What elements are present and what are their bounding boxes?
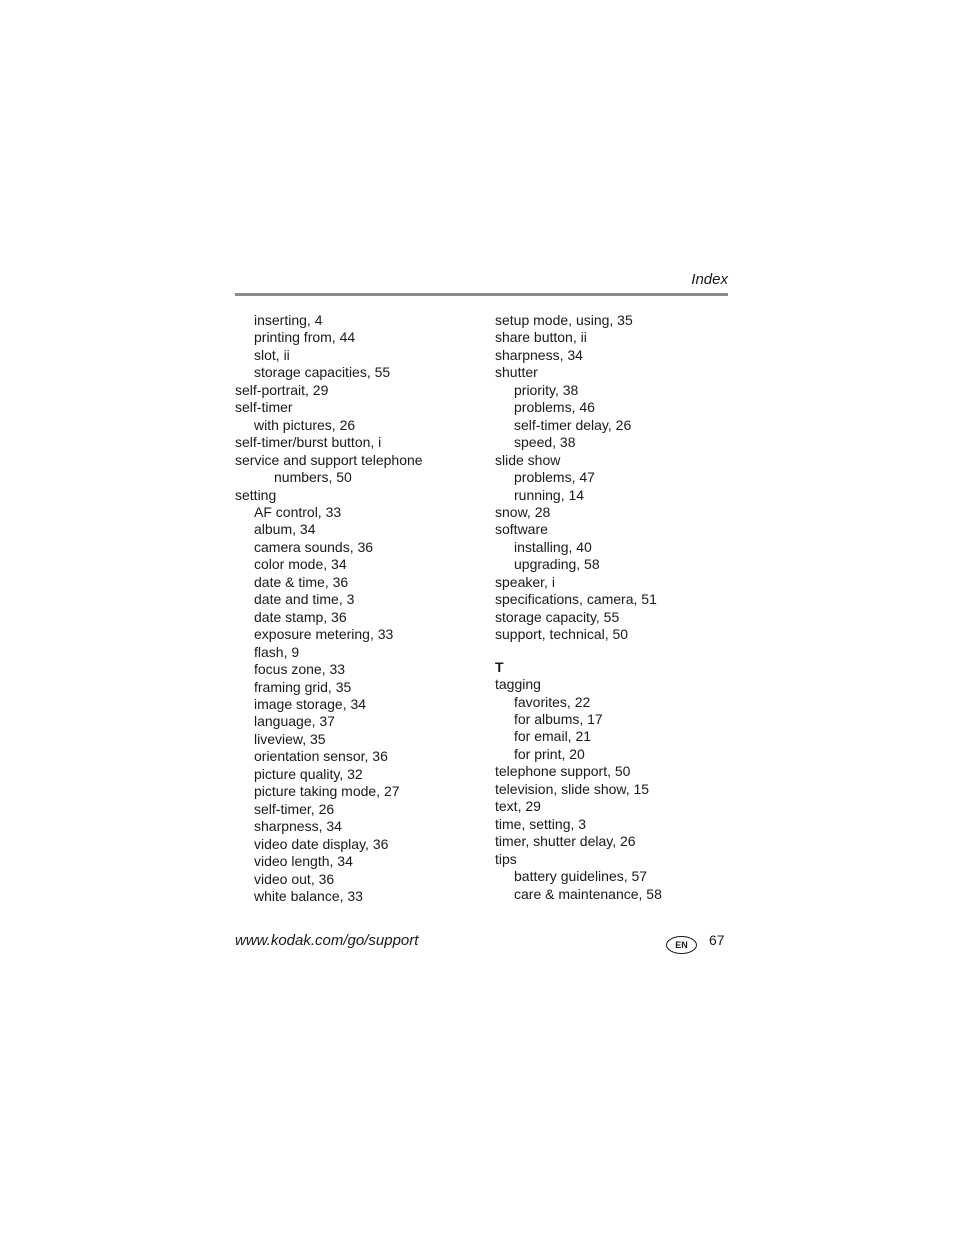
index-subentry: framing grid, 35 [254, 678, 352, 695]
index-entry: share button, ii [495, 329, 587, 346]
index-subentry: album, 34 [254, 521, 316, 538]
index-entry: self-timer [235, 399, 293, 416]
index-subentry: picture quality, 32 [254, 765, 363, 782]
index-entry: television, slide show, 15 [495, 780, 650, 797]
index-subentry: video date display, 36 [254, 835, 389, 852]
index-subentry: date and time, 3 [254, 591, 355, 608]
index-subentry: white balance, 33 [254, 887, 363, 904]
index-entry: self-portrait, 29 [235, 381, 329, 398]
footer-url: www.kodak.com/go/support [235, 932, 419, 949]
index-subentry: video out, 36 [254, 870, 335, 887]
index-subentry: date stamp, 36 [254, 608, 347, 625]
index-subentry: color mode, 34 [254, 556, 347, 573]
index-entry: time, setting, 3 [495, 815, 587, 832]
index-entry: slide show [495, 451, 561, 468]
index-subentry: AF control, 33 [254, 503, 342, 520]
index-subentry: focus zone, 33 [254, 661, 346, 678]
index-subentry: image storage, 34 [254, 695, 367, 712]
index-subentry: liveview, 35 [254, 730, 326, 747]
index-entry: setup mode, using, 35 [495, 312, 633, 328]
index-entry: software [495, 521, 548, 538]
index-section-letter: T [495, 658, 504, 675]
index-subentry: sharpness, 34 [254, 818, 342, 835]
index-subentry: priority, 38 [514, 381, 579, 398]
index-subentry: video length, 34 [254, 853, 353, 870]
header-rule [235, 293, 728, 296]
index-entry: timer, shutter delay, 26 [495, 833, 636, 850]
index-subentry: slot, ii [254, 346, 290, 363]
index-subentry: problems, 47 [514, 469, 595, 486]
index-column-left [235, 312, 475, 905]
index-subentry: storage capacities, 55 [254, 364, 391, 381]
index-subentry: language, 37 [254, 713, 335, 730]
index-entry: service and support telephone [235, 451, 423, 468]
index-entry: telephone support, 50 [495, 763, 631, 780]
index-entry: snow, 28 [495, 503, 551, 520]
index-entry: text, 29 [495, 798, 541, 815]
index-subentry: date & time, 36 [254, 573, 349, 590]
index-subentry: inserting, 4 [254, 312, 323, 328]
index-entry: support, technical, 50 [495, 626, 629, 643]
index-subentry: favorites, 22 [514, 693, 591, 710]
index-subentry: for albums, 17 [514, 710, 603, 727]
index-subentry: problems, 46 [514, 399, 595, 416]
index-subentry: printing from, 44 [254, 329, 356, 346]
index-column-right [495, 312, 735, 903]
index-subentry: numbers, 50 [274, 469, 352, 486]
index-subentry: flash, 9 [254, 643, 300, 660]
index-subentry: with pictures, 26 [254, 416, 356, 433]
index-entry: tagging [495, 676, 541, 693]
index-entry: speaker, i [495, 573, 555, 590]
index-subentry: battery guidelines, 57 [514, 868, 648, 885]
index-entry: setting [235, 486, 277, 503]
index-subentry: installing, 40 [514, 538, 592, 555]
index-subentry: self-timer, 26 [254, 800, 335, 817]
index-subentry: picture taking mode, 27 [254, 783, 400, 800]
index-entry: specifications, camera, 51 [495, 591, 657, 608]
index-subentry: running, 14 [514, 486, 585, 503]
index-subentry: speed, 38 [514, 434, 576, 451]
index-subentry: self-timer delay, 26 [514, 416, 632, 433]
index-entry: sharpness, 34 [495, 346, 583, 363]
index-subentry: camera sounds, 36 [254, 538, 374, 555]
index-subentry: care & maintenance, 58 [514, 885, 662, 902]
index-entry: shutter [495, 364, 538, 381]
page-number: 67 [709, 932, 725, 948]
index-subentry: exposure metering, 33 [254, 626, 394, 643]
index-entry: self-timer/burst button, i [235, 434, 382, 451]
section-spacer [495, 644, 735, 659]
index-subentry: for print, 20 [514, 745, 585, 762]
index-entry: storage capacity, 55 [495, 608, 620, 625]
index-subentry: upgrading, 58 [514, 556, 600, 573]
page-header-title: Index [691, 271, 728, 288]
index-subentry: for email, 21 [514, 728, 592, 745]
index-subentry: orientation sensor, 36 [254, 748, 388, 765]
language-badge: EN [666, 936, 697, 954]
index-entry: tips [495, 850, 517, 867]
